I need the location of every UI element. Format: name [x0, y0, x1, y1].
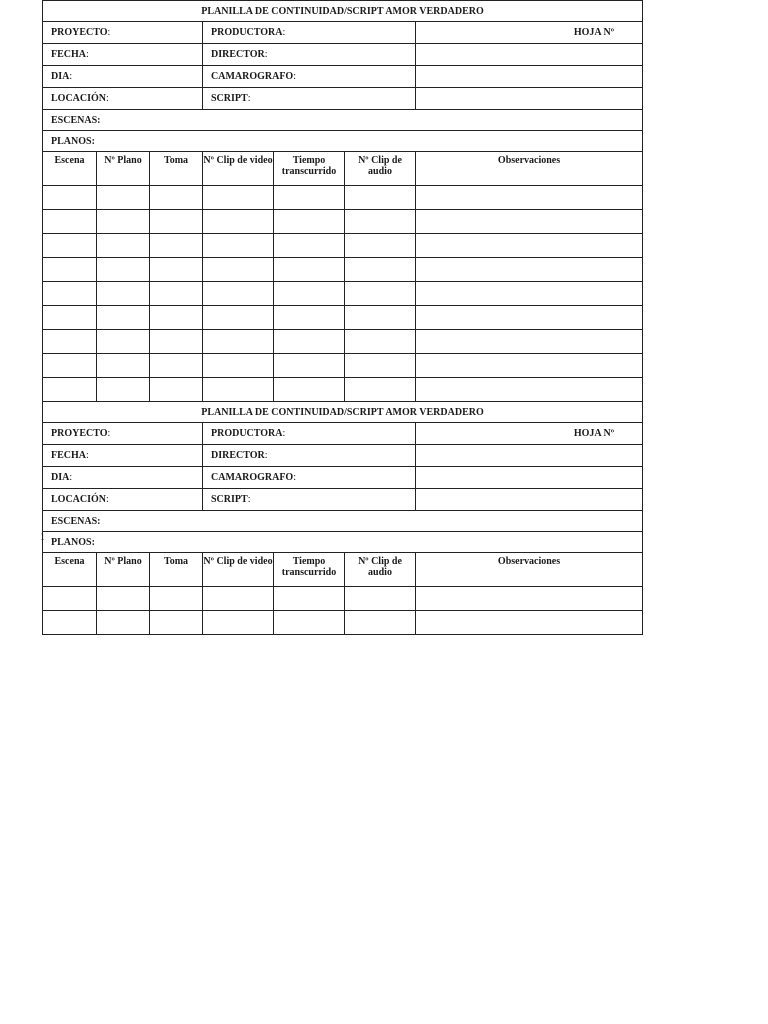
escenas-field[interactable]: ESCENAS:	[43, 110, 643, 131]
planos-field[interactable]: 1 PLANOS:	[43, 532, 643, 553]
table-cell[interactable]	[203, 611, 274, 635]
column-header-tiempo: Tiempo transcurrido	[274, 553, 345, 587]
table-cell[interactable]	[274, 234, 345, 258]
table-cell[interactable]	[43, 587, 97, 611]
table-cell[interactable]	[97, 186, 150, 210]
table-cell[interactable]	[97, 306, 150, 330]
log-rows	[43, 587, 643, 635]
script-field[interactable]: SCRIPT:	[203, 489, 416, 511]
table-cell[interactable]	[97, 354, 150, 378]
column-header-tiempo: Tiempo transcurrido	[274, 152, 345, 186]
table-cell[interactable]	[274, 354, 345, 378]
table-cell[interactable]	[345, 330, 416, 354]
table-cell[interactable]	[97, 587, 150, 611]
table-cell[interactable]	[274, 330, 345, 354]
table-cell[interactable]	[274, 611, 345, 635]
table-cell[interactable]	[274, 186, 345, 210]
table-cell[interactable]	[97, 282, 150, 306]
table-cell[interactable]	[150, 354, 203, 378]
table-cell[interactable]	[203, 258, 274, 282]
table-cell[interactable]	[150, 306, 203, 330]
table-cell[interactable]	[203, 306, 274, 330]
table-cell[interactable]	[274, 378, 345, 402]
camarografo-field[interactable]: CAMAROGRAFO:	[203, 66, 416, 88]
table-cell[interactable]	[345, 354, 416, 378]
table-cell[interactable]	[203, 234, 274, 258]
camarografo-field[interactable]: CAMAROGRAFO:	[203, 467, 416, 489]
column-header-escena: Escena	[43, 553, 97, 587]
continuity-sheet	[42, 401, 642, 635]
table-cell[interactable]	[274, 587, 345, 611]
table-cell[interactable]	[274, 258, 345, 282]
table-cell[interactable]	[203, 282, 274, 306]
table-row	[43, 282, 643, 306]
table-cell[interactable]	[345, 210, 416, 234]
proyecto-field[interactable]: PROYECTO:	[43, 22, 203, 44]
table-cell[interactable]	[150, 587, 203, 611]
table-cell[interactable]	[416, 611, 643, 635]
dia-field[interactable]: DIA:	[43, 66, 203, 88]
table-cell[interactable]	[345, 234, 416, 258]
table-cell[interactable]	[416, 210, 643, 234]
table-row	[43, 611, 643, 635]
table-row	[43, 186, 643, 210]
productora-field[interactable]: PRODUCTORA:	[203, 423, 416, 445]
table-cell[interactable]	[416, 306, 643, 330]
table-cell[interactable]	[43, 258, 97, 282]
table-cell[interactable]	[150, 611, 203, 635]
table-cell[interactable]	[43, 306, 97, 330]
blank-cell[interactable]	[416, 88, 643, 110]
table-cell[interactable]	[345, 282, 416, 306]
page-marker: 1	[40, 532, 45, 543]
table-cell[interactable]	[416, 234, 643, 258]
column-header-plano: Nº Plano	[97, 152, 150, 186]
table-cell[interactable]	[416, 587, 643, 611]
productora-field[interactable]: PRODUCTORA:	[203, 22, 416, 44]
hoja-field[interactable]: HOJA Nº	[416, 423, 643, 445]
hoja-field[interactable]: HOJA Nº	[416, 22, 643, 44]
table-cell[interactable]	[345, 258, 416, 282]
log-rows	[43, 186, 643, 402]
table-cell[interactable]	[416, 258, 643, 282]
blank-cell[interactable]	[416, 66, 643, 88]
table-cell[interactable]	[274, 282, 345, 306]
table-cell[interactable]	[97, 330, 150, 354]
sheet-title: PLANILLA DE CONTINUIDAD/SCRIPT AMOR VERDADERO	[43, 1, 643, 22]
table-cell[interactable]	[97, 258, 150, 282]
table-cell[interactable]	[203, 587, 274, 611]
table-cell[interactable]	[97, 234, 150, 258]
blank-cell[interactable]	[416, 467, 643, 489]
column-header-observaciones: Observaciones	[416, 553, 643, 587]
table-cell[interactable]	[97, 210, 150, 234]
table-cell[interactable]	[150, 378, 203, 402]
locacion-field[interactable]: LOCACIÓN:	[43, 489, 203, 511]
blank-cell[interactable]	[416, 44, 643, 66]
table-cell[interactable]	[345, 611, 416, 635]
fecha-field[interactable]: FECHA:	[43, 445, 203, 467]
table-cell[interactable]	[150, 330, 203, 354]
locacion-field[interactable]: LOCACIÓN:	[43, 88, 203, 110]
table-row	[43, 330, 643, 354]
blank-cell[interactable]	[416, 445, 643, 467]
column-header-clip-audio: Nº Clip de audio	[345, 553, 416, 587]
document-page	[42, 0, 642, 594]
table-row	[43, 587, 643, 611]
table-cell[interactable]	[43, 210, 97, 234]
table-row	[43, 354, 643, 378]
column-header-clip-video: Nº Clip de video	[203, 553, 274, 587]
table-cell[interactable]	[274, 306, 345, 330]
table-cell[interactable]	[345, 306, 416, 330]
table-cell[interactable]	[43, 234, 97, 258]
dia-field[interactable]: DIA:	[43, 467, 203, 489]
column-header-clip-audio: Nº Clip de audio	[345, 152, 416, 186]
table-cell[interactable]	[150, 282, 203, 306]
table-row	[43, 306, 643, 330]
table-cell[interactable]	[43, 186, 97, 210]
table-cell[interactable]	[97, 378, 150, 402]
table-cell[interactable]	[150, 258, 203, 282]
table-cell[interactable]	[274, 210, 345, 234]
table-cell[interactable]	[345, 587, 416, 611]
table-cell[interactable]	[43, 611, 97, 635]
column-header-escena: Escena	[43, 152, 97, 186]
table-cell[interactable]	[43, 330, 97, 354]
table-cell[interactable]	[43, 282, 97, 306]
column-header-toma: Toma	[150, 152, 203, 186]
table-row	[43, 234, 643, 258]
table-cell[interactable]	[43, 354, 97, 378]
table-cell[interactable]	[150, 234, 203, 258]
blank-cell[interactable]	[416, 489, 643, 511]
table-cell[interactable]	[97, 611, 150, 635]
table-cell[interactable]	[203, 210, 274, 234]
column-header-observaciones: Observaciones	[416, 152, 643, 186]
table-cell[interactable]	[203, 330, 274, 354]
director-field[interactable]: DIRECTOR:	[203, 445, 416, 467]
table-cell[interactable]	[150, 186, 203, 210]
table-cell[interactable]	[43, 378, 97, 402]
planos-field[interactable]: PLANOS:	[43, 131, 643, 152]
table-cell[interactable]	[203, 378, 274, 402]
continuity-form-table	[42, 401, 643, 635]
column-header-clip-video: Nº Clip de video	[203, 152, 274, 186]
table-cell[interactable]	[203, 186, 274, 210]
table-cell[interactable]	[345, 378, 416, 402]
table-cell[interactable]	[416, 282, 643, 306]
script-field[interactable]: SCRIPT:	[203, 88, 416, 110]
escenas-field[interactable]: ESCENAS:	[43, 511, 643, 532]
table-cell[interactable]	[416, 378, 643, 402]
continuity-form-table	[42, 0, 643, 402]
table-cell[interactable]	[345, 186, 416, 210]
table-cell[interactable]	[416, 330, 643, 354]
table-cell[interactable]	[203, 354, 274, 378]
proyecto-field[interactable]: PROYECTO:	[43, 423, 203, 445]
continuity-sheet	[42, 0, 642, 402]
table-cell[interactable]	[150, 210, 203, 234]
director-field[interactable]: DIRECTOR:	[203, 44, 416, 66]
fecha-field[interactable]: FECHA:	[43, 44, 203, 66]
table-cell[interactable]	[416, 354, 643, 378]
table-cell[interactable]	[416, 186, 643, 210]
column-header-toma: Toma	[150, 553, 203, 587]
sheet-title: PLANILLA DE CONTINUIDAD/SCRIPT AMOR VERDADERO	[43, 402, 643, 423]
table-row	[43, 210, 643, 234]
table-row	[43, 378, 643, 402]
column-header-plano: Nº Plano	[97, 553, 150, 587]
table-row	[43, 258, 643, 282]
